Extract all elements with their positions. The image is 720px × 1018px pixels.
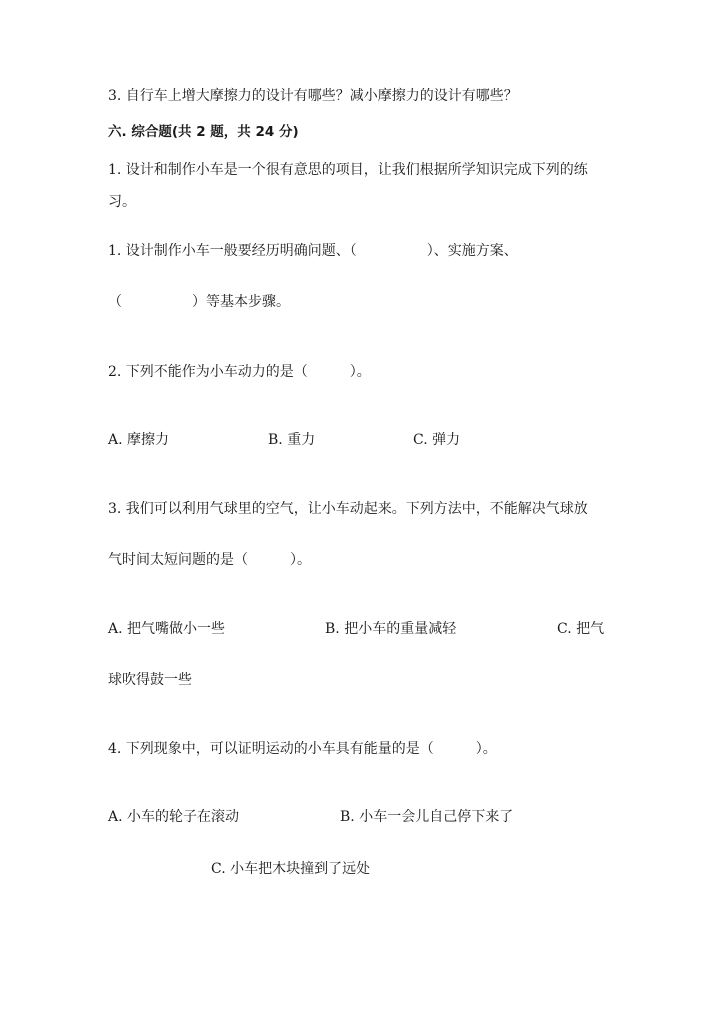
subquestion-3-option-c: C. 把气 [557,621,605,637]
subquestion-2-option-b: B. 重力 [268,432,316,448]
subquestion-4: 4. 下列现象中，可以证明运动的小车具有能量的是（ ）。 [108,741,497,757]
subquestion-4-option-c: C. 小车把木块撞到了远处 [211,861,371,877]
section-title: 六. 综合题(共 2 题，共 24 分) [108,124,299,140]
subquestion-1-line2: （ ）等基本步骤。 [108,294,290,310]
subquestion-2: 2. 下列不能作为小车动力的是（ ）。 [108,364,371,380]
subquestion-3-line2: 气时间太短问题的是（ ）。 [108,552,311,568]
subquestion-2-option-a: A. 摩擦力 [108,432,170,448]
subquestion-3-line1: 3. 我们可以利用气球里的空气，让小车动起来。下列方法中，不能解决气球放 [108,501,588,517]
question-1-intro-line1: 1. 设计和制作小车是一个很有意思的项目，让我们根据所学知识完成下列的练 [108,162,588,178]
question-3-previous: 3. 自行车上增大摩擦力的设计有哪些？减小摩擦力的设计有哪些？ [108,88,518,104]
subquestion-3-option-a: A. 把气嘴做小一些 [108,621,226,637]
subquestion-4-option-a: A. 小车的轮子在滚动 [108,809,240,825]
subquestion-2-option-c: C. 弹力 [413,432,461,448]
subquestion-3-option-b: B. 把小车的重量减轻 [325,621,457,637]
subquestion-4-option-b: B. 小车一会儿自己停下来了 [340,809,514,825]
subquestion-3-option-c-continued: 球吹得鼓一些 [108,672,192,688]
subquestion-1-line1: 1. 设计制作小车一般要经历明确问题、（ ）、实施方案、 [108,243,518,259]
question-1-intro-line2: 习。 [108,194,136,210]
